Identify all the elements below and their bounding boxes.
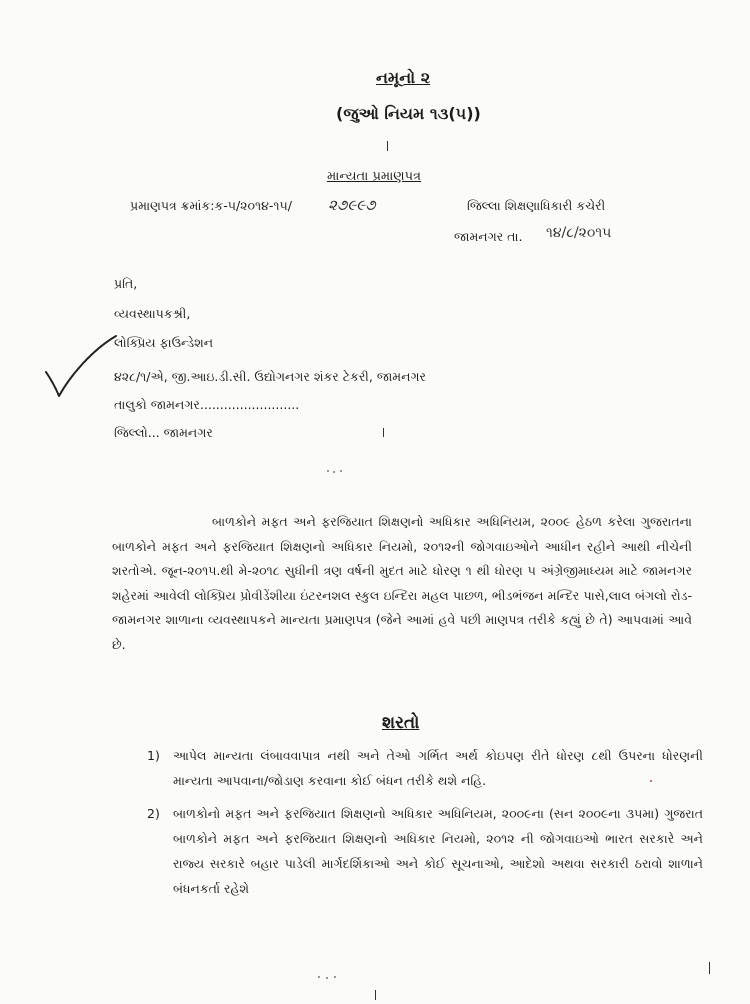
scan-speck — [340, 470, 342, 472]
condition-text: બાળકોનો મફત અને ફરજિયાત શિક્ષણનો અધિકાર અધિનિયમ, ૨૦૦૯ના (સન ૨૦૦૯ના ૩૫મા) ગુજરાત બાળકોને મફત અને ફરજિયાત શિક્ષણનો અધિકાર નિયમો, ૨૦૧૨ ની જોગવાઇઓ ભારત સરકારે અને રાજ્ય સરકારે બહાર પાડેલી માર્ગદર્શિકાઓ અને કોઈ સૂચનાઓ, આદેશો અથવા સરકારી ઠરાવો શાળાને બંધનકર્તા રહેશે — [173, 806, 703, 896]
check-mark-icon — [40, 330, 120, 402]
recipient-address: ૪૨૮/૧/એ, જી.આઇ.ડી.સી. ઉદ્યોગનગર શંકર ટેકરી, જામનગર — [114, 369, 427, 384]
condition-item — [147, 801, 707, 901]
recipient-org: લોક્પ્રિય ફાઉન્ડેશન — [114, 335, 214, 350]
scan-mark — [709, 962, 710, 974]
scan-mark — [387, 141, 388, 151]
scan-speck — [333, 471, 335, 473]
scan-speck — [327, 470, 329, 472]
condition-number: 1) — [147, 748, 160, 763]
recipient-district: જિલ્લો... જામનગર — [114, 425, 213, 440]
body-paragraph — [112, 510, 692, 657]
rule-reference: (જુઓ નિયમ ૧૩(૫)) — [336, 104, 481, 123]
certificate-number-label: પ્રમાણપત્ર ક્રમાંક:ક-૫/૨૦૧૪-૧૫/ — [130, 198, 292, 213]
scan-speck — [326, 977, 328, 979]
certificate-number-handwritten: ૨૭૯૯૭ — [328, 196, 376, 214]
recipient-to: પ્રતિ, — [114, 276, 138, 291]
body-paragraph-text: બાળકોને મફત અને ફરજિયાત શિક્ષણનો અધિકાર અધિનિયમ, ૨૦૦૯ હેઠળ કરેલા ગુજરાતના બાળકોને મફત અને ફરજિયાત શિક્ષણનો અધિકાર નિયમો, ૨૦૧૨ની જોગવાઇઓને આધીન રહીને આથી નીચેની શરતોએ. જૂન-૨૦૧૫.થી મે-૨૦૧૮ સુધીની ત્રણ વર્ષની મુદત માટે ધોરણ ૧ થી ધોરણ ૫ અંગ્રેજીમાધ્યમ માટે જામનગર શહેરમાં આવેલી લોક્પ્રિય પ્રોવીડેંશીયા ઇંટરનશલ સ્કુલ ઇન્દિરા મહલ પાછળ, ભીડભંજન મન્દિર પાસે,લાલ બંગલો રોડ-જામનગર શાળાના વ્યવસ્થાપકને માન્યતા પ્રમાણપત્ર (જેને આમાં હવે પછી માણપત્ર તરીકે કહ્યું છે તે) આપવામાં આવે છે. — [112, 514, 692, 652]
recipient-designation: વ્યવસ્થાપકશ્રી, — [114, 306, 191, 321]
recipient-taluka: તાલુકો જામનગર......................... — [114, 397, 300, 412]
scan-speck — [318, 976, 320, 978]
form-title: નમૂનો ૨ — [376, 68, 431, 87]
condition-text: આપેલ માન્યતા લંબાવવાપાત્ર નથી અને તેઓ ગર્ભિત અર્થ કોઇપણ રીતે ધોરણ ૮થી ઉપરના ધોરણની માન્યતા આપવાના/જોડાણ કરવાના કોઈ બંધન તરીકે થશે નહિ. — [173, 748, 703, 788]
condition-number: 2) — [147, 806, 160, 821]
date-handwritten: ૧૪/૮/૨૦૧૫ — [546, 225, 612, 241]
office-name: જિલ્લા શિક્ષણાધિકારી કચેરી — [467, 198, 606, 213]
condition-item — [147, 743, 707, 793]
scan-mark — [383, 428, 384, 437]
certificate-heading: માન્યતા પ્રમાણપત્ર — [327, 169, 422, 184]
date-prefix: જામનગર તા. — [454, 229, 523, 244]
conditions-heading: શરતો — [382, 713, 420, 733]
scan-mark — [375, 990, 376, 1000]
scan-speck — [334, 976, 336, 978]
